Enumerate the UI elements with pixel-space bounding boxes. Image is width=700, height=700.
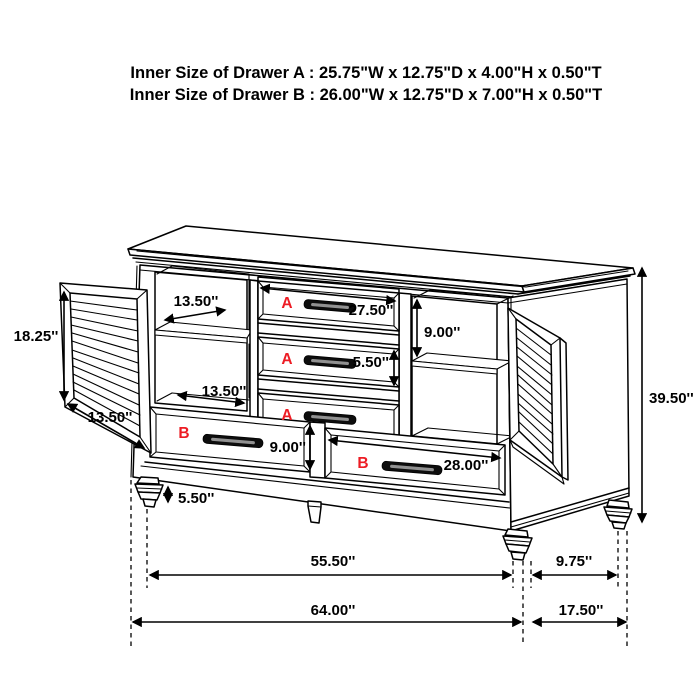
dim-opening-width-label: 13.50'' <box>201 383 247 400</box>
dim-a-width-label: 27.50'' <box>348 302 394 319</box>
dresser-drawing <box>60 226 635 560</box>
center-leg <box>308 501 321 523</box>
dim-feet-span-side-label: 9.75'' <box>555 553 593 570</box>
dim-b-width-label: 28.00'' <box>443 457 489 474</box>
dim-door-width-label: 13.50'' <box>87 409 133 426</box>
drawer-a1-label: A <box>281 295 293 312</box>
dim-opening-height-label: 9.00'' <box>424 324 461 341</box>
dim-door-height-label: 18.25'' <box>13 328 59 345</box>
right-front-foot <box>503 529 532 560</box>
dim-a-height-label: 5.50'' <box>352 354 389 371</box>
left-door <box>60 283 151 453</box>
dim-overall-width-label: 64.00'' <box>310 602 356 619</box>
header-line-2: Inner Size of Drawer B : 26.00"W x 12.75"D x 7.00"H x 0.50"T <box>129 86 603 104</box>
dim-foot-height-label: 5.50'' <box>178 490 215 507</box>
dim-overall-depth-label: 17.50'' <box>558 602 604 619</box>
left-front-foot <box>135 477 163 507</box>
drawer-a3-label: A <box>281 407 293 424</box>
drawer-b2-label: B <box>357 455 369 472</box>
drawer-a2-label: A <box>281 351 293 368</box>
header <box>130 64 602 104</box>
drawer-b1-label: B <box>178 425 190 442</box>
right-back-foot <box>604 500 632 529</box>
dim-feet-span-front-label: 55.50'' <box>310 553 356 570</box>
dim-b-height-label: 9.00'' <box>269 439 306 456</box>
header-line-1: Inner Size of Drawer A : 25.75"W x 12.75"D x 4.00"H x 0.50"T <box>130 64 602 82</box>
dim-overall-height-label: 39.50'' <box>649 390 694 407</box>
dim-shelf-depth-label: 13.50'' <box>173 293 219 310</box>
